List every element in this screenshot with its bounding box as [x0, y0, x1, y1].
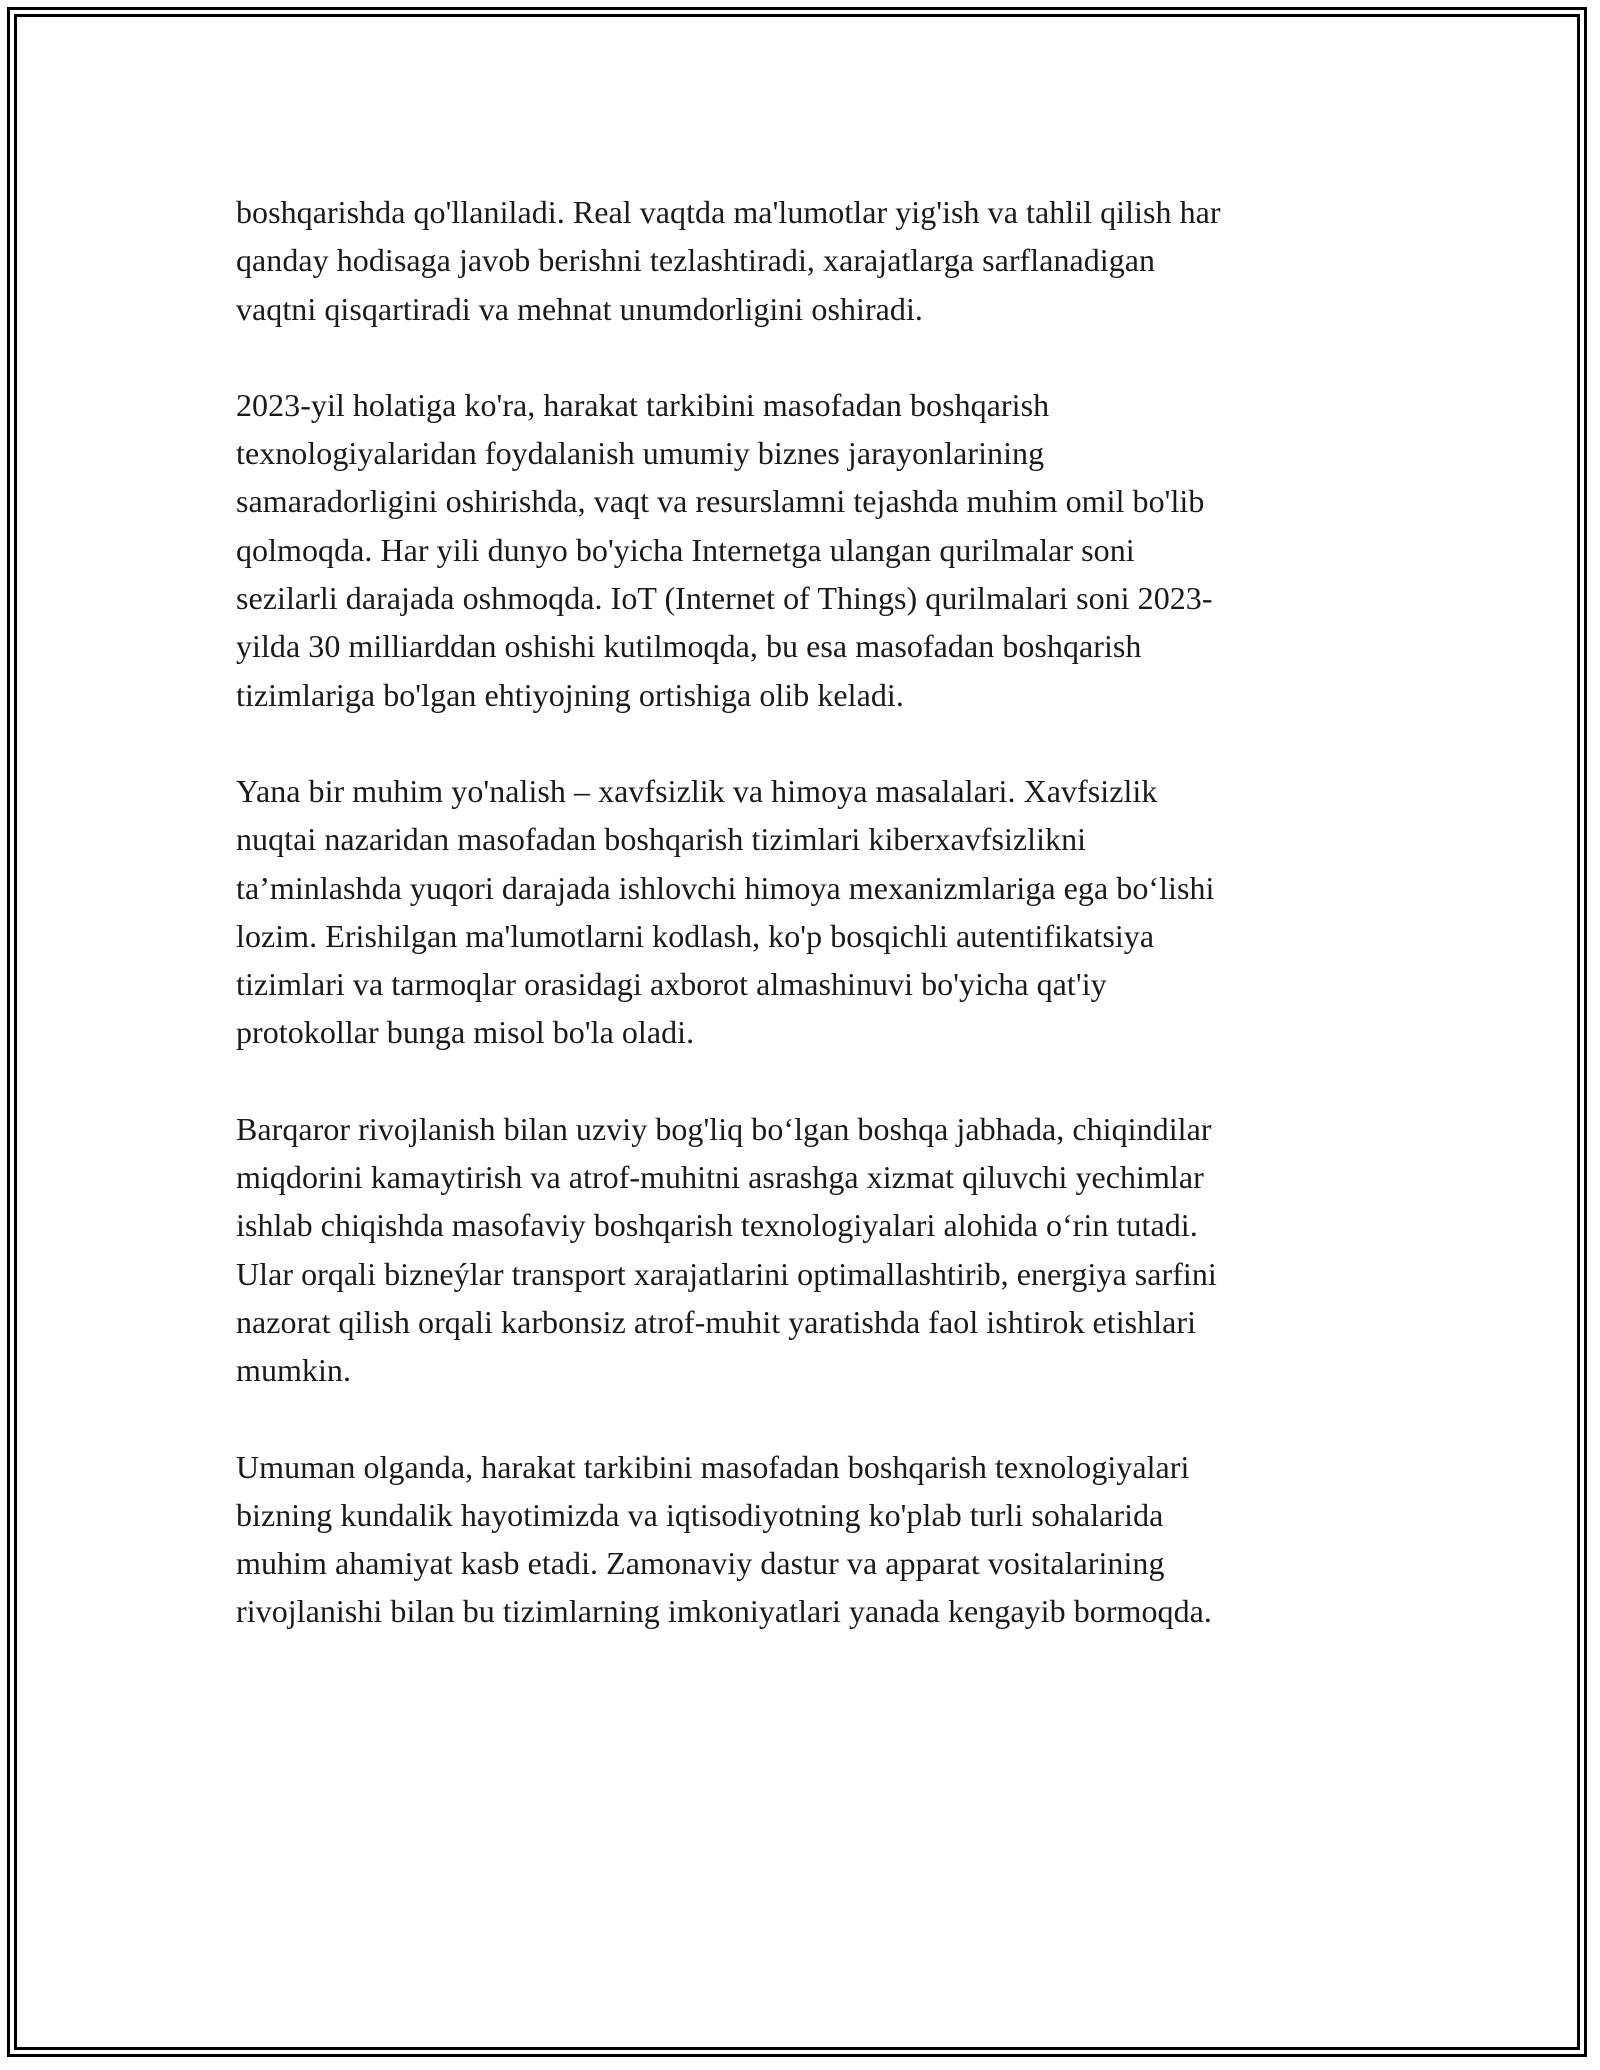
- paragraph-5: Umuman olganda, harakat tarkibini masofadan boshqarish texnologiyalari bizning kundalik hayotimizda va iqtisodiyotning ko'plab turli sohalarida muhim ahamiyat kasb etadi. Zamonaviy dastur va apparat vositalarining rivojlanishi bilan bu tizimlarning imkoniyatlari yanada kengayib bormoqda.: [236, 1448, 1212, 1630]
- paragraph-4: Barqaror rivojlanish bilan uzviy bog'liq bo‘lgan boshqa jabhada, chiqindilar miqdorini kamaytirish va atrof-muhitni asrashga xizmat qiluvchi yechimlar ishlab chiqishda masofaviy boshqarish texnologiyalari alohida o‘rin tutadi. Ular orqali bizneýlar transport xarajatlarini optimallashtirib, energiya sarfini nazorat qilish orqali karbonsiz atrof-muhit yaratishda faol ishtirok etishlari mumkin.: [236, 1110, 1217, 1389]
- paragraph-3: Yana bir muhim yo'nalish – xavfsizlik va himoya masalalari. Xavfsizlik nuqtai nazaridan masofadan boshqarish tizimlari kiberxavfsizlikni ta’minlashda yuqori darajada ishlovchi himoya mexanizmlariga ega bo‘lishi lozim. Erishilgan ma'lumotlarni kodlash, ko'p bosqichli autentifikatsiya tizimlari va tarmoqlar orasidagi axborot almashinuvi bo'yicha qat'iy protokollar bunga misol bo'la oladi.: [236, 772, 1215, 1051]
- paragraph-2: 2023-yil holatiga ko'ra, harakat tarkibini masofadan boshqarish texnologiyalaridan foydalanish umumiy biznes jarayonlarining samaradorligini oshirishda, vaqt va resurslamni tejashda muhim omil bo'lib qolmoqda. Har yili dunyo bo'yicha Internetga ulangan qurilmalar soni sezilarli darajada oshmoqda. IoT (Internet of Things) qurilmalari soni 2023- yilda 30 milliarddan oshishi kutilmoqda, bu esa masofadan boshqarish tizimlariga bo'lgan ehtiyojning ortishiga olib keladi.: [236, 386, 1213, 713]
- document-body: [236, 188, 1368, 1684]
- paragraph-1: boshqarishda qo'llaniladi. Real vaqtda ma'lumotlar yig'ish va tahlil qilish har qanday hodisaga javob berishni tezlashtiradi, xarajatlarga sarflanadigan vaqtni qisqartiradi va mehnat unumdorligini oshiradi.: [236, 194, 1221, 327]
